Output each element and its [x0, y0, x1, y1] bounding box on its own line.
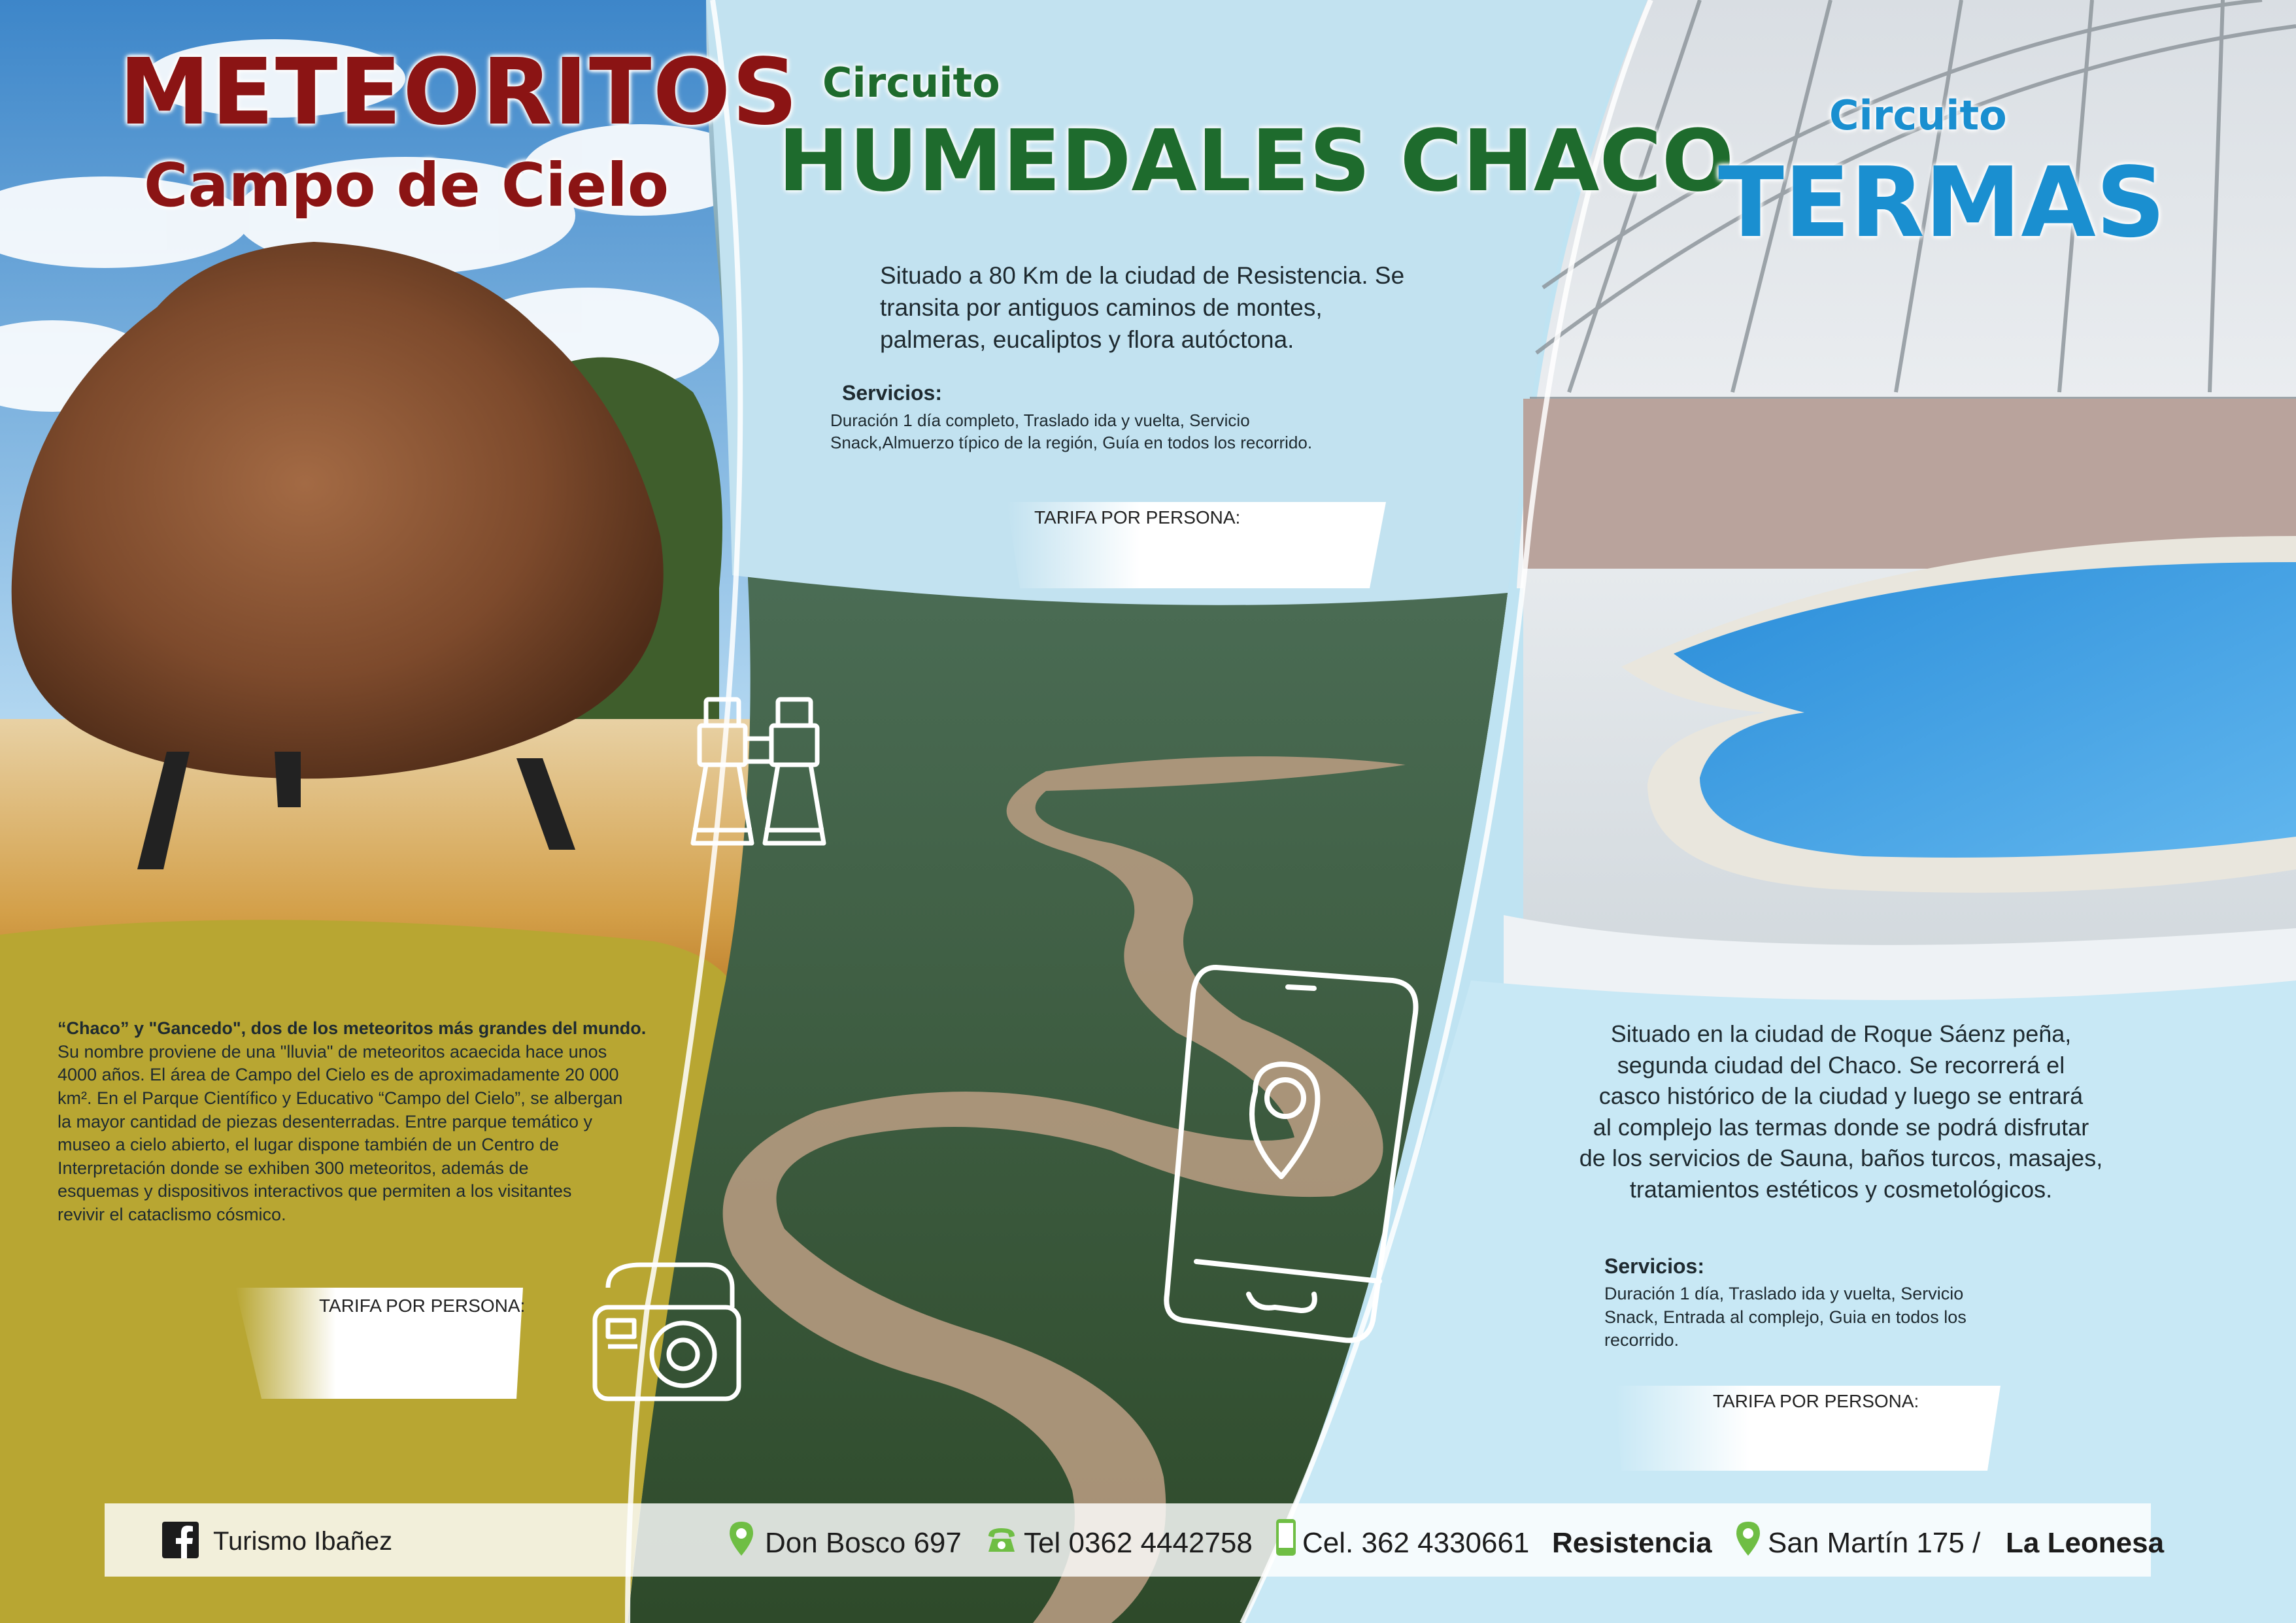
humedales-intro-line: Situado a 80 Km de la ciudad de Resistencia. Se [880, 262, 1405, 289]
meteoritos-line: Interpretación donde se exhiben 300 meteoritos, además de [58, 1158, 529, 1178]
termas-servicios-line: recorrido. [1604, 1330, 1680, 1350]
termas-intro-line: casco histórico de la ciudad y luego se entrará [1598, 1082, 2084, 1110]
meteoritos-line: km². En el Parque Científico y Educativo “Campo del Cielo”, se albergan [58, 1088, 623, 1108]
humedales-servicios [830, 409, 1419, 454]
address-resistencia: Don Bosco 697 [765, 1527, 962, 1559]
termas-servicios-label: Servicios: [1604, 1254, 1704, 1278]
termas-intro-line: segunda ciudad del Chaco. Se recorrerá el [1617, 1051, 2065, 1079]
meteoritos-line: 4000 años. El área de Campo del Cielo es de aproximadamente 20 000 [58, 1065, 619, 1085]
termas-servicios-line: Duración 1 día, Traslado ida y vuelta, Servicio [1604, 1284, 1964, 1303]
location-pin-icon [728, 1520, 754, 1557]
humedales-intro [880, 260, 1468, 356]
facebook-page-name[interactable]: Turismo Ibañez [213, 1527, 393, 1556]
cellphone-number[interactable]: Cel. 362 4330661 [1302, 1527, 1530, 1559]
termas-title: TERMAS [1718, 146, 2166, 259]
location-pin-icon [1735, 1520, 1761, 1557]
camera-icon [588, 1255, 745, 1412]
termas-intro-line: Situado en la ciudad de Roque Sáenz peña, [1610, 1020, 2072, 1047]
meteoritos-lead: “Chaco” y "Gancedo", dos de los meteoritos más grandes del mundo. [58, 1018, 647, 1038]
termas-kicker: Circuito [1829, 92, 2007, 139]
mobile-icon [1275, 1518, 1297, 1557]
city-resistencia: Resistencia [1552, 1527, 1712, 1559]
humedales-tarifa-label: TARIFA POR PERSONA: [1034, 507, 1241, 527]
termas-intro-line: tratamientos estéticos y cosmetológicos. [1629, 1175, 2053, 1203]
telephone-number[interactable]: Tel 0362 4442758 [1024, 1527, 1253, 1559]
humedales-title: HUMEDALES CHACO [778, 111, 1734, 210]
smartphone-location-icon [1157, 954, 1438, 1347]
termas-intro [1560, 1018, 2122, 1205]
termas-intro-line: al complejo las termas donde se podrá disfrutar [1593, 1113, 2089, 1141]
humedales-intro-line: transita por antiguos caminos de montes, [880, 293, 1323, 321]
meteoritos-description [58, 1017, 685, 1227]
termas-intro-line: de los servicios de Sauna, baños turcos, masajes, [1579, 1145, 2103, 1172]
meteoritos-line: museo a cielo abierto, el lugar dispone también de un Centro de [58, 1135, 559, 1155]
humedales-intro-line: palmeras, eucaliptos y flora autóctona. [880, 326, 1294, 353]
facebook-icon [162, 1522, 199, 1558]
meteoritos-line: Su nombre proviene de una "lluvia" de meteoritos acaecida hace unos [58, 1041, 607, 1062]
termas-tarifa-label: TARIFA POR PERSONA: [1713, 1391, 1919, 1411]
meteoritos-title: METEORITOS [119, 39, 800, 146]
meteoritos-subtitle: Campo de Cielo [144, 150, 669, 220]
termas-servicios-line: Snack, Entrada al complejo, Guia en todos los [1604, 1307, 1967, 1327]
phone-icon [985, 1526, 1019, 1554]
meteoritos-line: esquemas y dispositivos interactivos que permiten a los visitantes [58, 1181, 572, 1201]
binoculars-icon [680, 693, 837, 850]
meteoritos-line: revivir el cataclismo cósmico. [58, 1205, 286, 1224]
humedales-kicker: Circuito [822, 59, 1000, 107]
city-la-leonesa: La Leonesa [2006, 1527, 2165, 1559]
meteoritos-tarifa-label: TARIFA POR PERSONA: [319, 1296, 526, 1316]
address-la-leonesa: San Martín 175 / [1768, 1527, 1981, 1559]
meteoritos-line: la mayor cantidad de piezas desenterradas. Entre parque temático y [58, 1111, 592, 1131]
humedales-servicios-label: Servicios: [842, 381, 942, 405]
humedales-servicios-line: Duración 1 día completo, Traslado ida y vuelta, Servicio [830, 410, 1250, 430]
humedales-servicios-line: Snack,Almuerzo típico de la región, Guía en todos los recorrido. [830, 433, 1313, 453]
termas-servicios [1604, 1282, 2062, 1352]
